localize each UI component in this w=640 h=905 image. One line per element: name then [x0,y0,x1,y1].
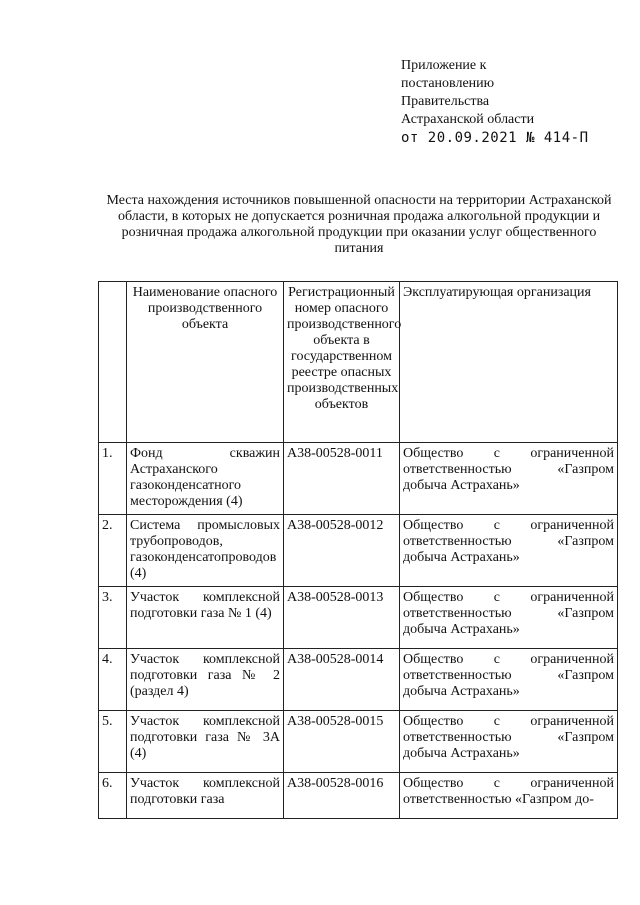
appendix-date-number: от 20.09.2021 № 414-П [401,130,589,146]
appendix-line: постановлению [401,76,495,91]
table-row [99,773,618,819]
document-title: Места нахождения источников повышенной опасности на территории Астраханской области, в которых не допускается розничная продажа алкогольной продукции и розничная продажа алкогольной продукции при оказании услуг общественного питания [106,193,612,256]
row-object-name: Участок комплексной подготовки газа № 2 (раздел 4) [127,649,284,711]
appendix-line: Приложение к [401,58,487,73]
table-header-row [99,282,618,443]
header-number [99,282,127,443]
row-registration-number: А38-00528-0014 [284,649,400,711]
row-operator: Общество с ограниченной ответственностью «Газпром добыча Астрахань» [400,711,618,773]
row-number: 3. [99,587,127,649]
row-operator: Общество с ограниченной ответственностью «Газпром добыча Астрахань» [400,515,618,587]
row-object-name: Фонд скважин Астраханского газоконденсатного месторождения (4) [127,443,284,515]
row-registration-number: А38-00528-0012 [284,515,400,587]
header-registration: Регистрационный номер опасного производственного объекта в государственном реестре опасных производственных объектов [284,282,400,443]
row-number: 1. [99,443,127,515]
header-operator: Эксплуатирующая организация [400,282,618,443]
row-operator: Общество с ограниченной ответственностью «Газпром добыча Астрахань» [400,443,618,515]
appendix-line: Астраханской области [401,112,535,127]
row-number: 6. [99,773,127,819]
row-registration-number: А38-00528-0013 [284,587,400,649]
table-row [99,515,618,587]
row-object-name: Участок комплексной подготовки газа [127,773,284,819]
appendix-block [401,57,589,147]
row-operator: Общество с ограниченной ответственностью «Газпром добыча Астрахань» [400,649,618,711]
row-object-name: Система промысловых трубопроводов, газоконденсатопроводов (4) [127,515,284,587]
row-number: 4. [99,649,127,711]
row-registration-number: А38-00528-0016 [284,773,400,819]
row-object-name: Участок комплексной подготовки газа № 1 (4) [127,587,284,649]
table-row [99,649,618,711]
table-row [99,711,618,773]
table-row [99,587,618,649]
row-operator: Общество с ограниченной ответственностью «Газпром добыча Астрахань» [400,587,618,649]
row-registration-number: А38-00528-0011 [284,443,400,515]
row-object-name: Участок комплексной подготовки газа № 3А (4) [127,711,284,773]
row-operator: Общество с ограниченной ответственностью «Газпром до- [400,773,618,819]
header-name: Наименование опасного производственного объекта [127,282,284,443]
table-row [99,443,618,515]
row-number: 5. [99,711,127,773]
appendix-line: Правительства [401,94,490,109]
row-registration-number: А38-00528-0015 [284,711,400,773]
row-number: 2. [99,515,127,587]
hazard-objects-table [98,281,618,819]
